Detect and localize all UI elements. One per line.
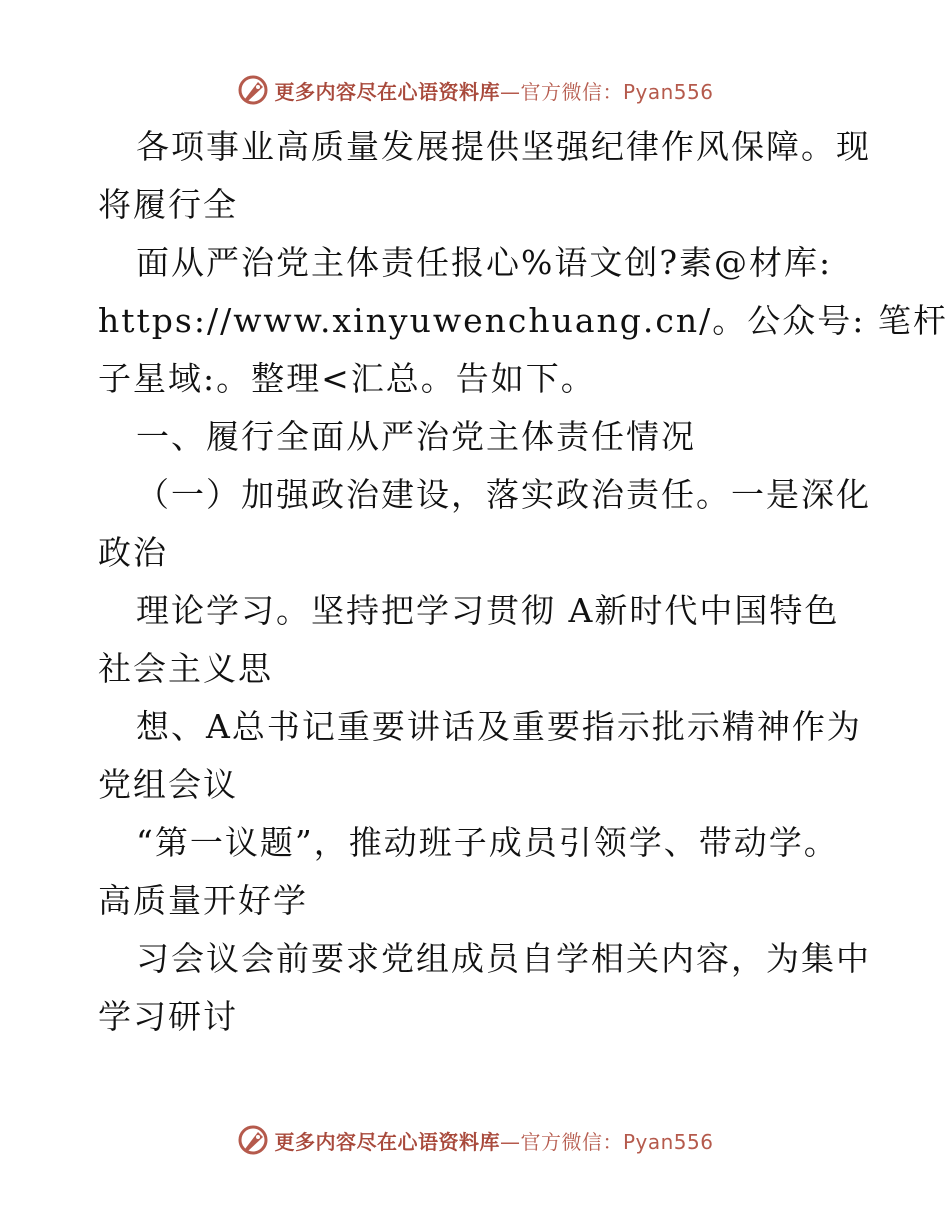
body-line: 政治 [98, 533, 168, 572]
banner-site-text: 更多内容尽在心语资料库 [274, 1129, 500, 1154]
header-banner [0, 70, 950, 110]
banner-wechat-text: 官方微信：Pyan556 [520, 79, 714, 104]
body-line: 高质量开好学 [98, 881, 308, 920]
document-body [98, 118, 948, 1046]
body-line: 党组会议 [98, 765, 238, 804]
pen-nib-logo-icon [236, 1123, 270, 1157]
section-heading: 一、履行全面从严治党主体责任情况 [136, 417, 696, 456]
body-line: https://www.xinyuwenchuang.cn/。公众号: 笔杆 [98, 301, 948, 340]
body-line: “第一议题”，推动班子成员引领学、带动学。 [136, 823, 839, 862]
body-line: 社会主义思 [98, 649, 273, 688]
body-line: 理论学习。坚持把学习贯彻 A新时代中国特色 [136, 591, 840, 630]
footer-banner [0, 1120, 950, 1160]
body-line: 学习研讨 [98, 997, 238, 1036]
body-line: 习会议会前要求党组成员自学相关内容，为集中 [136, 939, 871, 978]
pen-nib-logo-icon [236, 73, 270, 107]
banner-separator: — [499, 1129, 521, 1154]
subsection-heading: （一）加强政治建设，落实政治责任。一是深化 [136, 475, 871, 514]
banner-wechat-text: 官方微信：Pyan556 [520, 1129, 714, 1154]
body-line: 想、A总书记重要讲话及重要指示批示精神作为 [136, 707, 862, 746]
banner-site-text: 更多内容尽在心语资料库 [274, 79, 500, 104]
body-line: 子星域:。整理<汇总。告如下。 [98, 359, 596, 398]
body-line: 面从严治党主体责任报心%语文创?素@材库: [136, 243, 833, 282]
body-line: 将履行全 [98, 185, 238, 224]
banner-text [274, 76, 713, 105]
body-line: 各项事业高质量发展提供坚强纪律作风保障。现 [136, 127, 871, 166]
banner-text [274, 1126, 713, 1155]
banner-separator: — [499, 79, 521, 104]
